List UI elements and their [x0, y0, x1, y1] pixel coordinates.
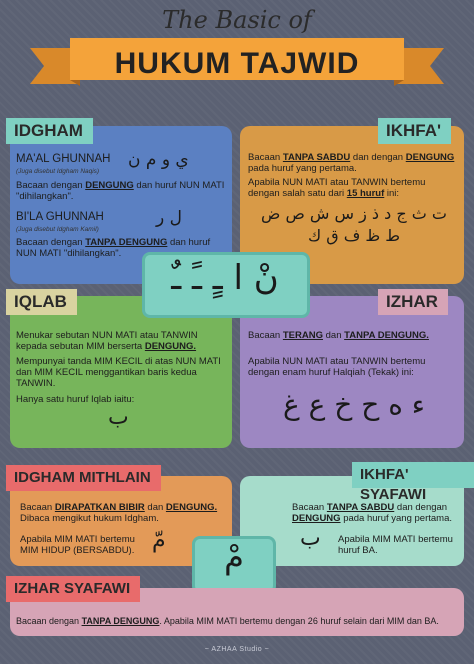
iqlab-desc3: Hanya satu huruf Iqlab iaitu: — [16, 394, 135, 405]
ikhfa-syafawi-desc2: Apabila MIM MATI bertemu huruf BA. — [338, 534, 453, 556]
ikhfa-desc2: Apabila NUN MATI atau TANWIN bertemu dengan salah satu dari 15 huruf ini: — [248, 177, 426, 199]
izhar-letters: ء ه ح خ ع غ — [283, 388, 425, 421]
izhar-desc2: Apabila NUN MATI atau TANWIN bertemu dengan enam huruf Halqiah (Tekak) ini: — [248, 356, 426, 378]
ikhfa-desc1: Bacaan TANPA SABDU dan dengan DENGUNG pada huruf yang pertama. — [248, 152, 455, 174]
footer-credit: ~ AZHAA Studio ~ — [204, 646, 270, 653]
iqlab-tag: IQLAB — [6, 289, 77, 315]
script-title: The Basic of — [162, 6, 312, 34]
idgham-sub2-note: (Juga disebut Idgham Kamil) — [16, 226, 99, 233]
center-symbol: نْ ا ـٍ ـً ـٌ — [171, 258, 279, 298]
ikhfa-syafawi-letter: ب — [300, 526, 321, 551]
idgham-sub2-desc: Bacaan dengan TANPA DENGUNG dan huruf NUN MATI "dihilangkan". — [16, 237, 211, 259]
idgham-tag: IDGHAM — [6, 118, 93, 144]
izhar-syafawi-tag: IZHAR SYAFAWI — [6, 576, 140, 602]
main-title: HUKUM TAJWID — [114, 47, 360, 80]
iqlab-desc2: Mempunyai tanda MIM KECIL di atas NUN MATI dan MIM KECIL menggantikan baris kedua TANWIN. — [16, 356, 221, 389]
idgham-mithlain-tag: IDGHAM MITHLAIN — [6, 465, 161, 491]
izhar-tag: IZHAR — [378, 289, 448, 315]
ikhfa-syafawi-tag: IKHFA' SYAFAWI — [352, 462, 474, 488]
izhar-desc1: Bacaan TERANG dan TANPA DENGUNG. — [248, 330, 429, 341]
idgham-sub2-letters: ل ر — [156, 208, 182, 228]
ikhfa-syafawi-desc1: Bacaan TANPA SABDU dan dengan DENGUNG pada huruf yang pertama. — [292, 502, 452, 524]
idgham-sub1-desc: Bacaan dengan DENGUNG dan huruf NUN MATI "dihilangkan". — [16, 180, 225, 202]
iqlab-desc1: Menukar sebutan NUN MATI atau TANWIN kepada sebutan MIM berserta DENGUNG. — [16, 330, 198, 352]
idgham-sub1-letters: ي و م ن — [128, 150, 189, 170]
ikhfa-letters-row1: ت ث ج د ذ ز س ش ص ض — [261, 204, 447, 223]
iqlab-letter: ب — [108, 405, 129, 430]
izhar-syafawi-desc: Bacaan dengan TANPA DENGUNG. Apabila MIM MATI bertemu dengan 26 huruf selain dari MIM dan BA. — [16, 616, 439, 626]
idgham-sub1-title: MA'AL GHUNNAH — [16, 153, 111, 165]
idgham-sub1-note: (Juga disebut Idgham Naqis) — [16, 168, 100, 175]
ikhfa-letters-row2: ط ظ ف ق ك — [307, 226, 401, 245]
ikhfa-tag: IKHFA' — [378, 118, 451, 144]
idgham-mithlain-desc1: Bacaan DIRAPATKAN BIBIR dan DENGUNG. Dibaca mengikut hukum Idgham. — [20, 502, 218, 524]
idgham-sub2-title: BI'LA GHUNNAH — [16, 211, 104, 223]
center-mim: مْ — [224, 538, 244, 576]
idgham-mithlain-desc2: Apabila MIM MATI bertemu MIM HIDUP (BERSABDU). — [20, 534, 135, 556]
idgham-mithlain-letter: مّ — [152, 528, 166, 553]
